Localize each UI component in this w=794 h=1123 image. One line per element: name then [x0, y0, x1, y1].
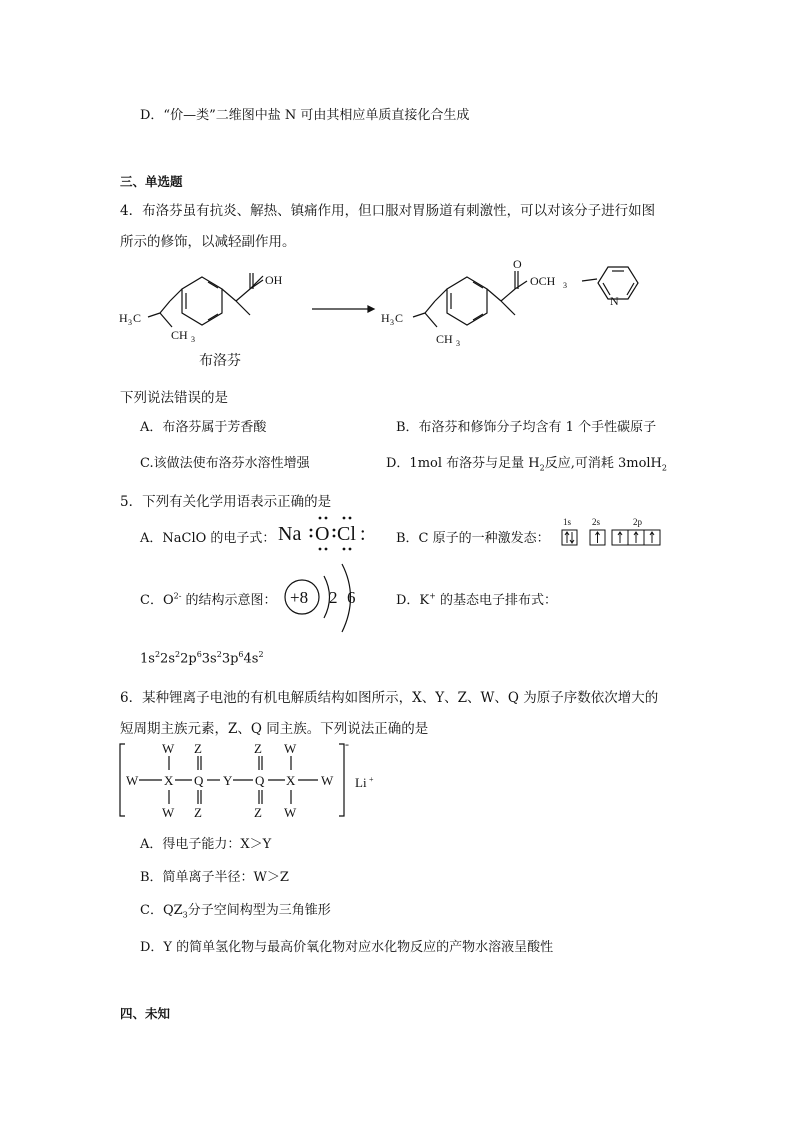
config-sup: 2 — [175, 650, 181, 659]
q6-option-d: D．Y 的简单氢化物与最高价氧化物对应水化物反应的产物水溶液呈酸性 — [140, 940, 554, 955]
q5-option-c-post: 的结构示意图： — [181, 593, 277, 608]
ibuprofen-benzene-ring — [182, 277, 222, 325]
atom-oh: OH — [265, 273, 283, 287]
modified-benzene-ring — [447, 277, 487, 325]
q5-option-b-label: B．C 原子的一种激发态： — [396, 531, 550, 546]
config-sup: 6 — [196, 650, 202, 659]
q5-option-d-post: 的基态电子排布式： — [435, 593, 557, 608]
q6-anion-structure — [115, 740, 385, 824]
prev-option-d: D．“价—类”二维图中盐 N 可由其相应单质直接化合生成 — [140, 108, 470, 123]
q6-stem-line2: 短周期主族元素，Z、Q 同主族。下列说法正确的是 — [120, 721, 429, 737]
config-part: 2s — [160, 651, 175, 667]
li-symbol: Li — [355, 775, 367, 790]
q4-option-d-pre: D．1mol 布洛芬与足量 H — [386, 456, 540, 471]
section-title-3: 三、单选题 — [120, 174, 183, 189]
q4-option-d-mid: 反应,可消耗 3molH — [544, 456, 662, 471]
q5-option-c-pre: C．O — [140, 593, 174, 608]
config-part: 3s — [201, 651, 217, 667]
config-part: 2p — [180, 651, 197, 667]
atom-och3-sub: 3 — [563, 281, 567, 290]
shell1-electrons: 2 — [329, 588, 338, 607]
config-sup: 2 — [258, 650, 264, 659]
atom-h3c-left-c: C — [133, 311, 142, 325]
li-charge: + — [369, 775, 374, 784]
cl-symbol: Cl — [337, 523, 356, 545]
naclo-electron-formula — [276, 510, 372, 556]
z-bottom-right: Z — [254, 805, 262, 820]
orbital-label-2s: 2s — [592, 517, 601, 527]
k-electron-config — [140, 650, 264, 666]
q4-option-d-sub: 2 — [539, 463, 545, 473]
w-left: W — [126, 773, 139, 788]
q5-option-d-label — [396, 589, 557, 608]
x-left: X — [164, 773, 174, 788]
atom-n: N — [610, 294, 619, 308]
w-right: W — [321, 773, 334, 788]
o2-structure-diagram — [282, 560, 372, 640]
q5-option-d-sup: + — [429, 591, 436, 601]
q6-option-c — [140, 899, 331, 920]
anion-charge: - — [345, 740, 349, 751]
q-left: Q — [194, 773, 204, 788]
atom-h3c-right-c: C — [395, 311, 404, 325]
x-right: X — [286, 773, 296, 788]
atom-och3: OCH — [530, 274, 556, 288]
y-center: Y — [223, 773, 233, 788]
config-sup: 2 — [154, 650, 161, 659]
orbital-label-2p: 2p — [633, 517, 642, 527]
atom-h3c-left-sub: 3 — [128, 318, 132, 327]
atom-ch3-right: CH — [436, 332, 453, 346]
q4-option-d-sub2: 2 — [661, 463, 667, 473]
cl-right-dots: : — [360, 523, 366, 545]
q4-option-c: C.该做法使布洛芬水溶性增强 — [140, 456, 310, 471]
config-part: 3p — [221, 651, 239, 667]
q4-stem-line2: 所示的修饰，以减轻副作用。 — [120, 234, 296, 250]
orbital-label-1s: 1s — [563, 517, 572, 527]
section-title-4: 四、未知 — [120, 1006, 171, 1021]
q6-option-a: A．得电子能力：X＞Y — [140, 837, 272, 852]
q5-option-a-label: A．NaClO 的电子式： — [140, 531, 276, 546]
q4-option-d — [386, 452, 667, 473]
na-symbol: Na — [278, 523, 302, 545]
q5-option-d-pre: D．K — [396, 593, 430, 608]
atom-ch3-sub: 3 — [191, 335, 195, 344]
atom-ch3-right-sub: 3 — [456, 339, 460, 348]
z-top-right: Z — [254, 741, 262, 756]
q6-option-c-post: 分子空间构型为三角锥形 — [187, 903, 331, 918]
z-bottom-left: Z — [194, 805, 202, 820]
q6-option-c-pre: C．QZ — [140, 903, 183, 918]
q5-option-c-label — [140, 589, 277, 608]
atom-o: O — [513, 257, 522, 271]
config-part: 4s — [243, 651, 259, 667]
w-bottom-left: W — [162, 805, 175, 820]
shell2-electrons: 6 — [347, 588, 356, 607]
q6-option-c-sub: 3 — [182, 910, 188, 920]
atom-h3c-right-sub: 3 — [390, 318, 394, 327]
q5-stem: 5．下列有关化学用语表示正确的是 — [120, 494, 332, 510]
w-bottom-right: W — [284, 805, 297, 820]
q4-reaction-diagram — [115, 255, 695, 375]
z-top-left: Z — [194, 741, 202, 756]
q6-option-b: B．简单离子半径：W＞Z — [140, 870, 289, 885]
nucleus-charge: +8 — [290, 588, 309, 607]
atom-ch3: CH — [171, 328, 188, 342]
ibuprofen-label: 布洛芬 — [199, 353, 241, 369]
config-sup: 6 — [238, 650, 244, 659]
w-top-left: W — [162, 741, 175, 756]
config-sup: 2 — [216, 650, 222, 659]
q4-stem-line1: 4．布洛芬虽有抗炎、解热、镇痛作用，但口服对胃肠道有刺激性，可以对该分子进行如图 — [120, 203, 656, 219]
w-top-right: W — [284, 741, 297, 756]
q6-stem-line1: 6．某种锂离子电池的有机电解质结构如图所示，X、Y、Z、W、Q 为原子序数依次增大的 — [120, 690, 659, 706]
config-part: 1s — [140, 651, 155, 667]
q4-ask: 下列说法错误的是 — [120, 390, 228, 406]
q5-option-c-sup: 2- — [173, 591, 182, 601]
o-symbol: O — [315, 523, 330, 545]
atom-h3c-right: H — [381, 311, 390, 325]
q4-option-a: A．布洛芬属于芳香酸 — [140, 420, 267, 435]
q-right: Q — [255, 773, 265, 788]
q4-option-b: B．布洛芬和修饰分子均含有 1 个手性碳原子 — [396, 420, 657, 435]
atom-h3c-left: H — [119, 311, 128, 325]
c-excited-orbital-diagram — [560, 515, 672, 551]
